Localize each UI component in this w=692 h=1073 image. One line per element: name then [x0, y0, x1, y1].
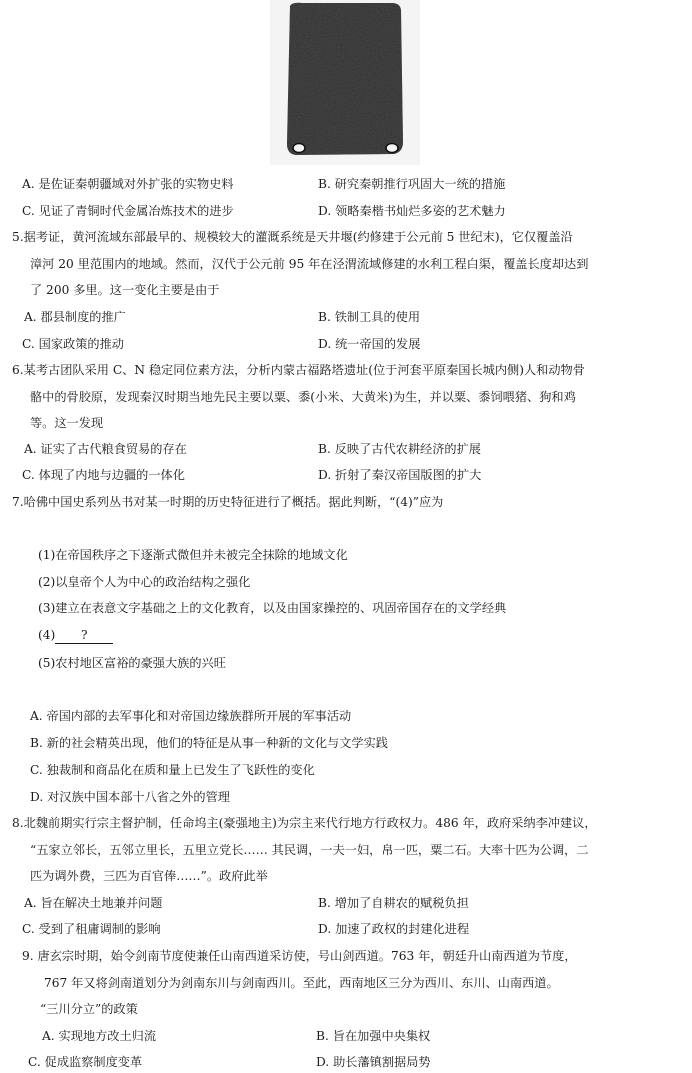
q4-option-a[interactable]: A. 是佐证秦朝疆域对外扩张的实物史料 — [22, 177, 234, 191]
q6-stem-line-3: 等。这一发现 — [30, 416, 104, 430]
q9-stem-line-1: 9. 唐玄宗时期，始令剑南节度使兼任山南西道采访使，号山剑西道。763 年，朝廷升山南西道为节度， — [22, 949, 577, 963]
q6-option-a[interactable]: A. 证实了古代粮食贸易的存在 — [24, 442, 187, 456]
q6-stem-line-1: 6.某考古团队采用 C、N 稳定同位素方法，分析内蒙古福路塔遗址(位于河套平原秦国长城内侧)人和动物骨 — [12, 363, 585, 377]
q9-option-a[interactable]: A. 实现地方改土归流 — [42, 1029, 157, 1043]
q7-item-4 — [38, 627, 113, 644]
q6-option-d[interactable]: D. 折射了秦汉帝国版图的扩大 — [318, 468, 482, 482]
q7-option-b[interactable]: B. 新的社会精英出现，他们的特征是从事一种新的文化与文学实践 — [30, 736, 388, 750]
q7-option-a[interactable]: A. 帝国内部的去军事化和对帝国边缘族群所开展的军事活动 — [30, 709, 352, 723]
q8-stem-line-3: 匹为调外费，三匹为百官俸……”。政府此举 — [30, 869, 268, 883]
q8-stem-line-2: “五家立邻长，五邻立里长，五里立党长…… 其民调，一夫一妇，帛一匹，粟二石。大率十匹为公调，二 — [30, 843, 589, 857]
q5-stem-line-1: 5.据考证，黄河流域东部最早的、规模较大的灌溉系统是天井堰(约修建于公元前 5 世纪末)，它仅覆盖沿 — [12, 230, 573, 244]
q7-item-5: (5)农村地区富裕的豪强大族的兴旺 — [38, 656, 226, 670]
q6-option-c[interactable]: C. 体现了内地与边疆的一体化 — [22, 468, 185, 482]
q7-option-c[interactable]: C. 独裁制和商品化在质和量上已发生了飞跃性的变化 — [30, 763, 315, 777]
q7-item-1: (1)在帝国秩序之下逐渐式微但并未被完全抹除的地域文化 — [38, 548, 348, 562]
q4-option-d[interactable]: D. 领略秦楷书灿烂多姿的艺术魅力 — [318, 204, 506, 218]
q7-option-d[interactable]: D. 对汉族中国本部十八省之外的管理 — [30, 790, 230, 804]
q6-stem-line-2: 骼中的骨胶原，发现秦汉时期当地先民主要以粟、黍(小米、大黄米)为生，并以粟、黍饲喂猪、狗和鸡 — [30, 390, 576, 404]
q5-option-a[interactable]: A. 郡县制度的推广 — [24, 310, 126, 324]
q8-option-d[interactable]: D. 加速了政权的封建化进程 — [318, 922, 470, 936]
q8-option-c[interactable]: C. 受到了租庸调制的影响 — [22, 922, 161, 936]
q9-option-c[interactable]: C. 促成监察制度变革 — [28, 1055, 143, 1069]
q9-stem-line-2: 767 年又将剑南道划分为剑南东川与剑南西川。至此，西南地区三分为西川、东川、山南西道。 — [44, 976, 559, 990]
q8-stem-line-1: 8.北魏前期实行宗主督护制，任命坞主(豪强地主)为宗主来代行地方行政权力。486 年，政府采纳李冲建议， — [12, 816, 597, 830]
q7-stem: 7.哈佛中国史系列丛书对某一时期的历史特征进行了概括。据此判断，“(4)”应为 — [12, 495, 444, 509]
q6-option-b[interactable]: B. 反映了古代农耕经济的扩展 — [318, 442, 481, 456]
qin-bamboo-slip-photo — [282, 2, 408, 160]
q5-option-d[interactable]: D. 统一帝国的发展 — [318, 337, 421, 351]
q7-blank: ? — [55, 628, 113, 644]
q4-option-b[interactable]: B. 研究秦朝推行巩固大一统的措施 — [318, 177, 506, 191]
q8-option-a[interactable]: A. 旨在解决土地兼并问题 — [24, 896, 163, 910]
q4-option-c[interactable]: C. 见证了青铜时代金属冶炼技术的进步 — [22, 204, 234, 218]
q5-stem-line-3: 了 200 多里。这一变化主要是由于 — [30, 283, 220, 297]
q9-option-b[interactable]: B. 旨在加强中央集权 — [316, 1029, 431, 1043]
q5-option-b[interactable]: B. 铁制工具的使用 — [318, 310, 421, 324]
q8-option-b[interactable]: B. 增加了自耕农的赋税负担 — [318, 896, 469, 910]
q5-option-c[interactable]: C. 国家政策的推动 — [22, 337, 124, 351]
q5-stem-line-2: 漳河 20 里范围内的地域。然而，汉代于公元前 95 年在泾渭流域修建的水利工程白渠，覆盖长度却达到 — [30, 257, 589, 271]
q7-item-3: (3)建立在表意文字基础之上的文化教育，以及由国家操控的、巩固帝国存在的文学经典 — [38, 601, 507, 615]
q7-item-4-label: (4) — [38, 628, 56, 642]
q9-stem-line-3: “三川分立”的政策 — [40, 1002, 138, 1016]
q9-option-d[interactable]: D. 助长藩镇割据局势 — [316, 1055, 431, 1069]
q7-item-2: (2)以皇帝个人为中心的政治结构之强化 — [38, 575, 251, 589]
